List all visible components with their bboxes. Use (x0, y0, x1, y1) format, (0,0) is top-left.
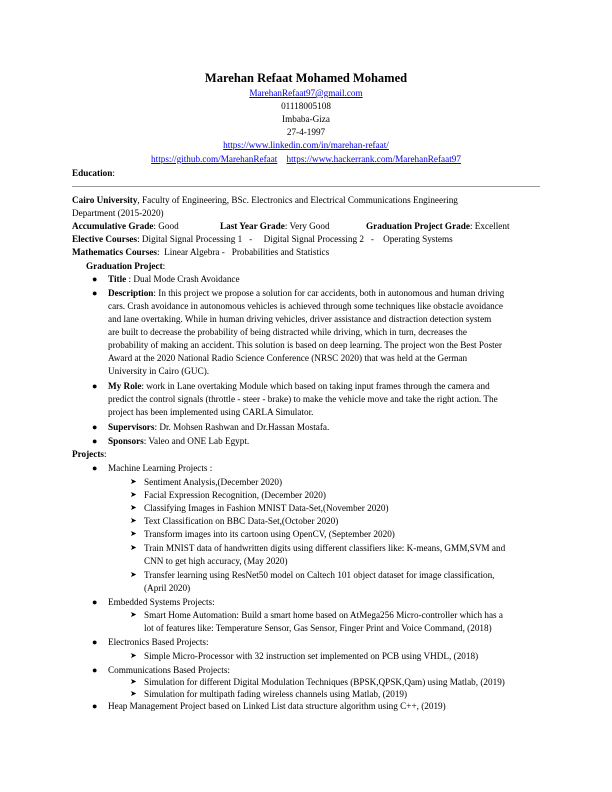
arrow-bullet-icon: ➤ (130, 570, 137, 579)
ml-item: Facial Expression Recognition, (December 2020) (144, 490, 326, 500)
hackerrank-link[interactable]: https://www.hackerrank.com/MarehanRefaat97 (286, 154, 461, 164)
description-line-1: Description: In this project we propose a solution for car accidents, both in autonomous and human driving (108, 288, 505, 298)
birthdate: 27-4-1997 (286, 127, 326, 137)
ml-item-continued: CNN to get high accuracy, (May 2020) (144, 556, 288, 566)
ml-item-continued: (April 2020) (144, 583, 191, 593)
bullet-icon: ● (92, 288, 98, 298)
ml-item: Transform images into its cartoon using OpenCV, (September 2020) (144, 529, 395, 539)
graduation-project-heading: Graduation Project: (86, 261, 166, 271)
communications-item: Simulation for multipath fading wireless channels using Matlab, (2019) (144, 689, 408, 699)
ml-item: Train MNIST data of handwritten digits using different classifiers like: K-means, GMM,SVM and (144, 543, 506, 553)
bullet-icon: ● (92, 463, 98, 473)
description-line-6: Award at the 2020 National Radio Science Conference (NRSC 2020) that was held at the German (108, 353, 468, 363)
location: Imbaba-Giza (282, 114, 330, 124)
github-hackerrank-row (0, 153, 612, 165)
communications-projects-title: Communications Based Projects: (108, 665, 230, 675)
bullet-icon: ● (92, 665, 98, 675)
accumulative-grade: Accumulative Grade: Good (72, 221, 179, 231)
role-line-3: project has been implemented using CARLA Simulator. (108, 407, 314, 417)
role-line-2: predict the control signals (throttle - steer - brake) to make the vehicle move and take the right action. The (108, 394, 498, 404)
description-line-7: University in Cairo (GUC). (108, 366, 210, 376)
arrow-bullet-icon: ➤ (130, 543, 137, 552)
description-line-2: cars. Crash avoidance in autonomous vehicles is achieved through some techniques like obstacle avoidance (108, 301, 503, 311)
projects-heading: Projects: (72, 449, 107, 459)
bullet-icon: ● (92, 436, 98, 446)
description-line-4: are built to decrease the probability of being distracted while driving, which in turn, decreases the (108, 327, 467, 337)
email-link[interactable] (0, 87, 612, 99)
bullet-icon: ● (92, 701, 98, 711)
role-line-1: My Role: work in Lane overtaking Module which based on taking input frames through the camera and (108, 381, 490, 391)
bullet-icon: ● (92, 422, 98, 432)
ml-projects-title: Machine Learning Projects : (108, 463, 213, 473)
embedded-item: Smart Home Automation: Build a smart home based on AtMega256 Micro-controller which has a (144, 610, 504, 620)
elective-courses: Elective Courses: Digital Signal Processing 1 - Digital Signal Processing 2 - Operating Systems (72, 234, 453, 244)
ml-item: Transfer learning using ResNet50 model on Caltech 101 object dataset for image classification, (144, 570, 495, 580)
communications-item: Simulation for different Digital Modulation Techniques (BPSK,QPSK,Qam) using Matlab, (2019) (144, 677, 505, 687)
heap-project: Heap Management Project based on Linked List data structure algorithm using C++, (2019) (108, 701, 446, 711)
linkedin-row (0, 139, 612, 151)
section-divider (72, 186, 540, 187)
arrow-bullet-icon: ➤ (130, 689, 137, 698)
embedded-projects-title: Embedded Systems Projects: (108, 597, 215, 607)
mathematics-courses: Mathematics Courses: Linear Algebra - Probabilities and Statistics (72, 247, 330, 257)
arrow-bullet-icon: ➤ (130, 529, 137, 538)
supervisors: Supervisors: Dr. Mohsen Rashwan and Dr.Hassan Mostafa. (108, 422, 330, 432)
arrow-bullet-icon: ➤ (130, 503, 137, 512)
arrow-bullet-icon: ➤ (130, 516, 137, 525)
candidate-name: Marehan Refaat Mohamed Mohamed (204, 71, 408, 85)
ml-item: Text Classification on BBC Data-Set,(October 2020) (144, 516, 339, 526)
sponsors: Sponsors: Valeo and ONE Lab Egypt. (108, 436, 250, 446)
electronics-item: Simple Micro-Processor with 32 instruction set implemented on PCB using VHDL, (2018) (144, 651, 479, 661)
department-line: Department (2015-2020) (72, 208, 164, 218)
phone-number: 01118005108 (281, 101, 331, 111)
description-line-3: and lane overtaking. While in human driving vehicles, driver assistance and distraction detection system (108, 314, 492, 324)
last-year-grade: Last Year Grade: Very Good (220, 221, 330, 231)
education-heading: Education: (72, 168, 115, 178)
description-line-5: probability of making an accident. This solution is based on deep learning. The project won the Best Poster (108, 340, 502, 350)
ml-item: Classifying Images in Fashion MNIST Data-Set,(November 2020) (144, 503, 389, 513)
electronics-projects-title: Electronics Based Projects: (108, 637, 209, 647)
ml-item: Sentiment Analysis,(December 2020) (144, 477, 283, 487)
graduation-project-grade: Graduation Project Grade: Excellent (366, 221, 510, 231)
email-text[interactable]: MarehanRefaat97@gmail.com (249, 88, 363, 98)
arrow-bullet-icon: ➤ (130, 677, 137, 686)
arrow-bullet-icon: ➤ (130, 477, 137, 486)
bullet-icon: ● (92, 274, 98, 284)
university-line: Cairo University, Faculty of Engineering, BSc. Electronics and Electrical Communications Engineering (72, 195, 458, 205)
arrow-bullet-icon: ➤ (130, 651, 137, 660)
bullet-icon: ● (92, 597, 98, 607)
arrow-bullet-icon: ➤ (130, 490, 137, 499)
linkedin-link[interactable]: https://www.linkedin.com/in/marehan-refaat/ (223, 140, 389, 150)
github-link[interactable]: https://github.com/MarehanRefaat (151, 154, 278, 164)
bullet-icon: ● (92, 381, 98, 391)
bullet-icon: ● (92, 637, 98, 647)
project-title: Title : Dual Mode Crash Avoidance (108, 274, 240, 284)
embedded-item-continued: lot of features like: Temperature Sensor, Gas Sensor, Finger Print and Voice Command, (2018) (144, 623, 492, 633)
arrow-bullet-icon: ➤ (130, 610, 137, 619)
